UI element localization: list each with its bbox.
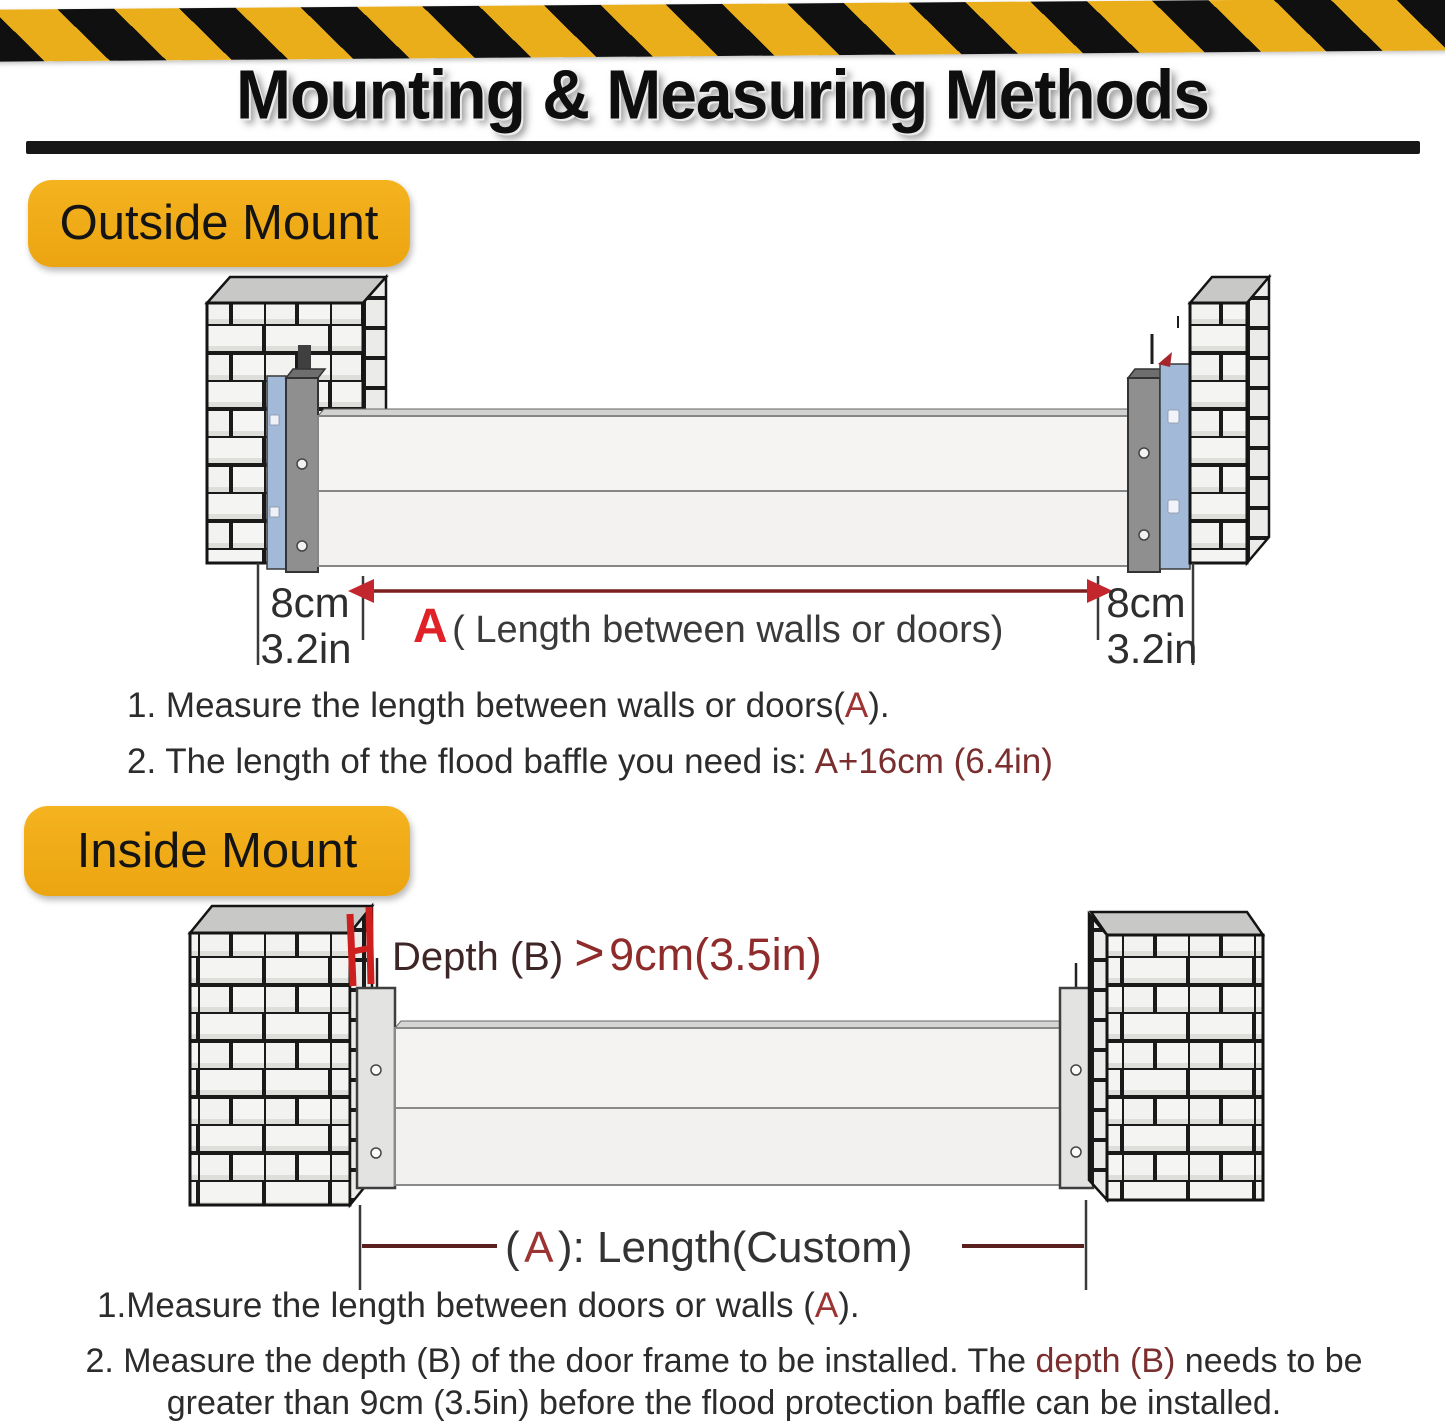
hazard-stripe-band [0, 0, 1445, 62]
dim-left-cm: 8cm [270, 579, 350, 626]
step-em: depth (B) [1035, 1342, 1176, 1380]
screw-hole [371, 1148, 381, 1158]
outside-mount-diagram [0, 268, 1445, 668]
inside-mount-label: Inside Mount [24, 806, 410, 896]
banner-divider-bar [26, 141, 1420, 154]
left-channel-bracket [357, 958, 395, 1188]
length-arrow-label [413, 600, 1003, 653]
screw-hole [1071, 1065, 1081, 1075]
right-brick-pillar [1089, 912, 1263, 1200]
step-em: A+16cm (6.4in) [814, 742, 1053, 781]
inside-mount-diagram [0, 900, 1445, 1295]
right-brick-pillar [1190, 277, 1269, 563]
length-a-letter: A [413, 600, 448, 653]
screw-hole [1071, 1147, 1081, 1157]
step-em: A [844, 686, 869, 725]
left-brick-pillar [190, 906, 372, 1205]
step-text: 2. The length of the flood baffle you need is: [127, 742, 815, 781]
outside-step-1 [127, 686, 890, 726]
right-mounting-bracket [1128, 316, 1190, 572]
page-title: Mounting & Measuring Methods [236, 54, 1209, 134]
outside-dimensions [258, 563, 1198, 668]
step-text: 1. Measure the length between walls or doors( [127, 686, 845, 725]
dim-right-in: 3.2in [1106, 625, 1198, 668]
inside-step-1 [97, 1286, 860, 1326]
depth-label [392, 924, 822, 982]
greater-than-sign: > [574, 924, 605, 982]
length-post: ): Length(Custom) [557, 1223, 913, 1272]
arrow-head-left-icon [348, 579, 374, 603]
screw-hole [297, 541, 307, 551]
dim-right-cm: 8cm [1106, 579, 1186, 626]
length-pre: ( [505, 1223, 520, 1272]
custom-length-label [505, 1223, 913, 1272]
depth-value: 9cm(3.5in) [609, 929, 822, 980]
step-em: A [814, 1286, 839, 1325]
outside-mount-label: Outside Mount [28, 180, 410, 267]
screw-hole [297, 459, 307, 469]
inside-step-2 [30, 1340, 1418, 1421]
step-text: 1.Measure the length between doors or walls ( [97, 1286, 815, 1325]
outside-step-2 [127, 742, 1053, 782]
inside-dimensions [360, 1200, 1086, 1290]
left-mounting-bracket [267, 369, 325, 572]
step-text: ). [868, 686, 890, 725]
screw-hole [371, 1065, 381, 1075]
length-label-text: ( Length between walls or doors) [452, 609, 1004, 651]
depth-label-text: Depth (B) [392, 935, 575, 979]
step-text: 2. Measure the depth (B) of the door frame to be installed. The [85, 1342, 1036, 1380]
step-text: ). [838, 1286, 860, 1325]
length-a-letter: A [524, 1223, 554, 1272]
screw-hole [1139, 530, 1149, 540]
flood-barrier-panels [395, 1021, 1066, 1185]
flood-barrier-panels [318, 409, 1134, 566]
step-text: needs to be greater than 9cm (3.5in) before the flood protection baffle can be installed. [166, 1342, 1363, 1421]
dim-left-in: 3.2in [260, 625, 352, 668]
screw-hole [1139, 448, 1149, 458]
